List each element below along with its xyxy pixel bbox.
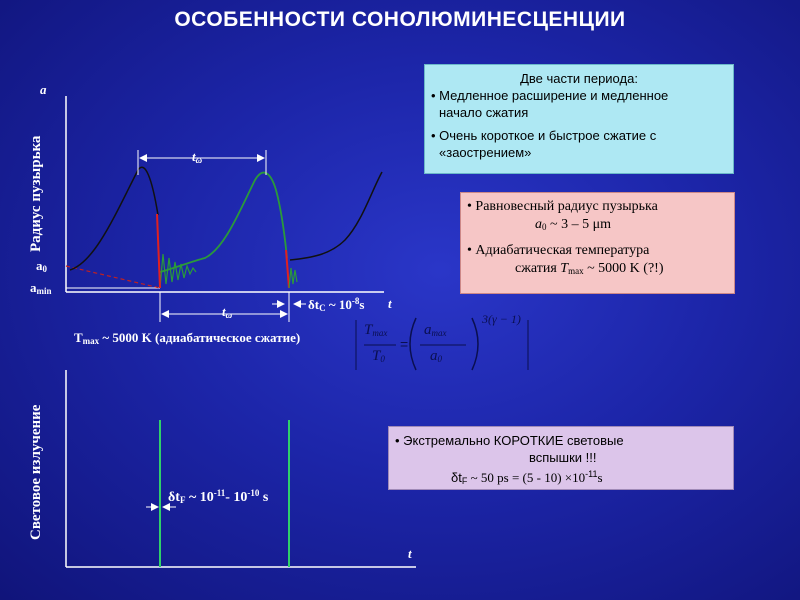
formula-paren-left [410,318,416,370]
info-box-period [424,64,734,174]
lower-y-axis-title: Световое излучение [28,404,44,540]
a0-label: $a_0$ [36,258,47,274]
box2-item2b: сжатия $T_{max}$ ~ 5000 K (?!) [515,261,664,276]
box1-item2b: «заострением» [439,145,532,160]
box3-item1b: вспышки !!! [529,450,597,465]
red-collapse-1 [157,214,160,288]
delta-tf-label: $\delta t_F$ ~ $10^{-11}-$ $10^{-10}$ s [168,488,269,505]
upper-y-axis-title: Радиус пузырька [28,135,44,252]
page-title: ОСОБЕННОСТИ СОНОЛЮМИНЕСЦЕНЦИИ [174,8,626,31]
formula-paren-right [472,318,478,370]
curve-dark-third [290,172,382,260]
info-box-radius [460,192,735,294]
formula-lhs-den: $T_0$ [372,348,385,364]
t-omega-bottom-label: $t_\omega$ [222,304,233,320]
info-box-flashes [388,426,734,490]
curve-ringing-2 [289,268,297,288]
tmax-label: $T_{max}$ ~ 5000 K (адиабатическое сжатие) [74,330,301,346]
box1-item1: • Медленное расширение и медленное [431,88,669,103]
box1-item2: • Очень короткое и быстрое сжатие с [431,128,657,143]
a0-dashed-line [66,266,160,288]
t-omega-top-label: $t_\omega$ [192,149,203,165]
box3-item1: • Экстремально КОРОТКИЕ световые [395,433,624,448]
box2-item2: • Адиабатическая температура [467,243,650,258]
formula-equals: = [400,336,409,352]
box1-item1b: начало сжатия [439,105,529,120]
box1-header: Две части периода: [520,71,638,86]
box2-item1: • Равновесный радиус пузырька [467,199,658,214]
amin-label: $a_{min}$ [30,280,52,296]
curve-dark-first [70,167,158,270]
upper-x-letter: t [388,296,392,311]
formula-rhs-num: $a_{max}$ [424,322,447,338]
formula-exponent: 3(γ − 1) [482,312,521,326]
curve-green-cycle [160,173,287,272]
formula-lhs-num: $T_{max}$ [364,322,388,338]
delta-tc-label: $\delta t_C$ ~ $10^{-8}s$ [308,296,365,313]
box3-line2: $\delta t_F$ ~ 50 ps = $(5 - 10) \times 10^{-11}s$ [451,469,603,486]
upper-y-letter: a [40,82,47,97]
lower-x-letter: t [408,546,412,561]
formula-rhs-den: $a_0$ [430,348,442,364]
box2-item1b: $a_0$ ~ 3 – 5 μm [535,217,611,232]
